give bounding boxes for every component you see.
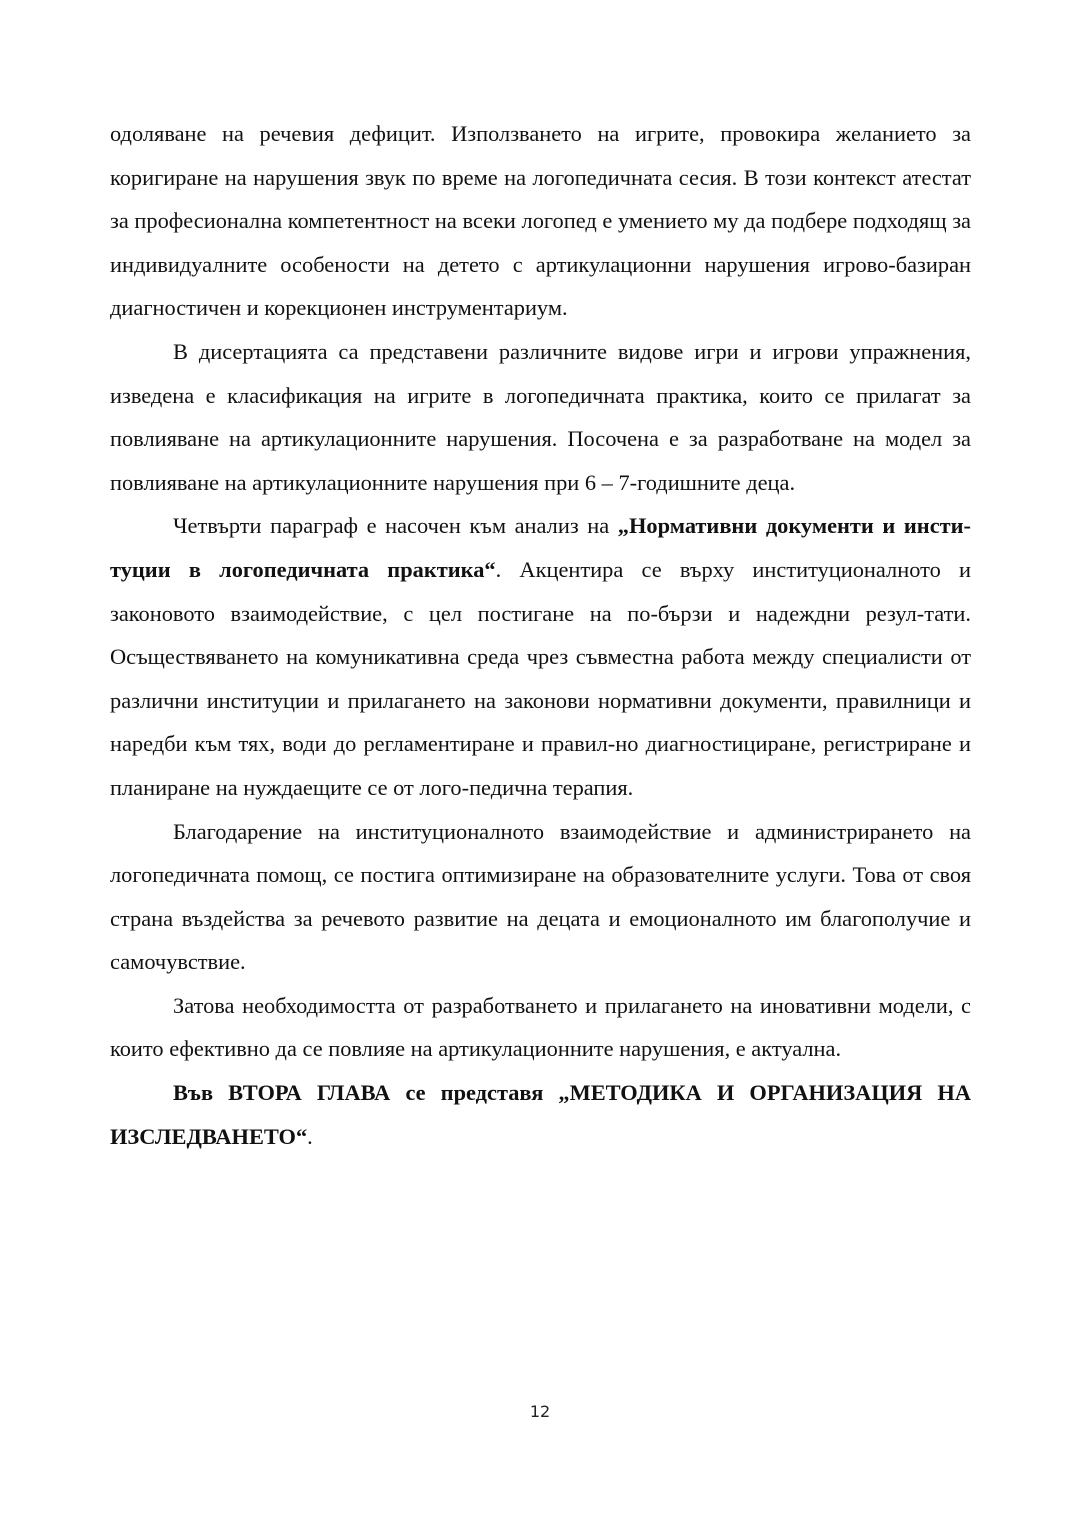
paragraph-game-deficit: одоляване на речевия дефицит. Използването на игрите, провокира желанието за коригиране на нарушения звук по време на логопедичната сесия. В този контекст атестат за професионална компетентност на всеки логопед е умението му да подбере подходящ за индивидуалните особености на детето с артикулационни нарушения игрово-базиран диагностичен и корекционен инструментариум. bbox=[110, 121, 971, 321]
paragraph-game-classification: В дисертацията са представени различните видове игри и игрови упражнения, изведена е класификация на игрите в логопедичната практика, които се прилагат за повлияване на артикулационните нарушения. Посочена е за разработване на модел за повлияване на артикулационните нарушения при 6 – 7-годишните деца. bbox=[110, 338, 971, 495]
chapter-two-title: Във ВТОРА ГЛАВА се представя „МЕТОДИКА И ОРГАНИЗАЦИЯ НА ИЗСЛЕДВАНЕТО“ bbox=[110, 1080, 971, 1149]
chapter-two-period: . bbox=[307, 1123, 313, 1149]
page-number: 12 bbox=[529, 1402, 551, 1421]
paragraph-innovative-models: Затова необходимостта от разработването и прилагането на иновативни модели, с които ефективно да се повлияе на артикулационните нарушения, е актуална. bbox=[110, 992, 971, 1062]
paragraph-normative-body: . Акцентира се върху институционалното и законовото взаимодействие, с цел постигане на по-бързи и надеждни резул-тати. Осъществяването на комуникативна среда чрез съвместна работа между специалисти от различни институции и прилагането на законови нормативни документи, правилници и наредби към тях, води до регламентиране и правил-но диагностициране, регистриране и планиране на нуждаещите се от лого-педична терапия. bbox=[110, 556, 971, 800]
paragraph-institutional-interaction: Благодарение на институционалното взаимодействие и администрирането на логопедичната помощ, се постига оптимизиране на образователните услуги. Това от своя страна въздейства за речевото развитие на децата и емоционалното им благополучие и самочувствие. bbox=[110, 818, 971, 975]
document-page-body bbox=[110, 112, 971, 1158]
paragraph-chapter-two-heading bbox=[110, 1071, 971, 1158]
normative-documents-title: „Нормативни документи и инсти-туции в логопедичната практика“ bbox=[110, 513, 972, 582]
paragraph-normative-documents bbox=[110, 504, 971, 809]
paragraph-normative-intro: Четвърти параграф е насочен към анализ на bbox=[173, 513, 618, 539]
